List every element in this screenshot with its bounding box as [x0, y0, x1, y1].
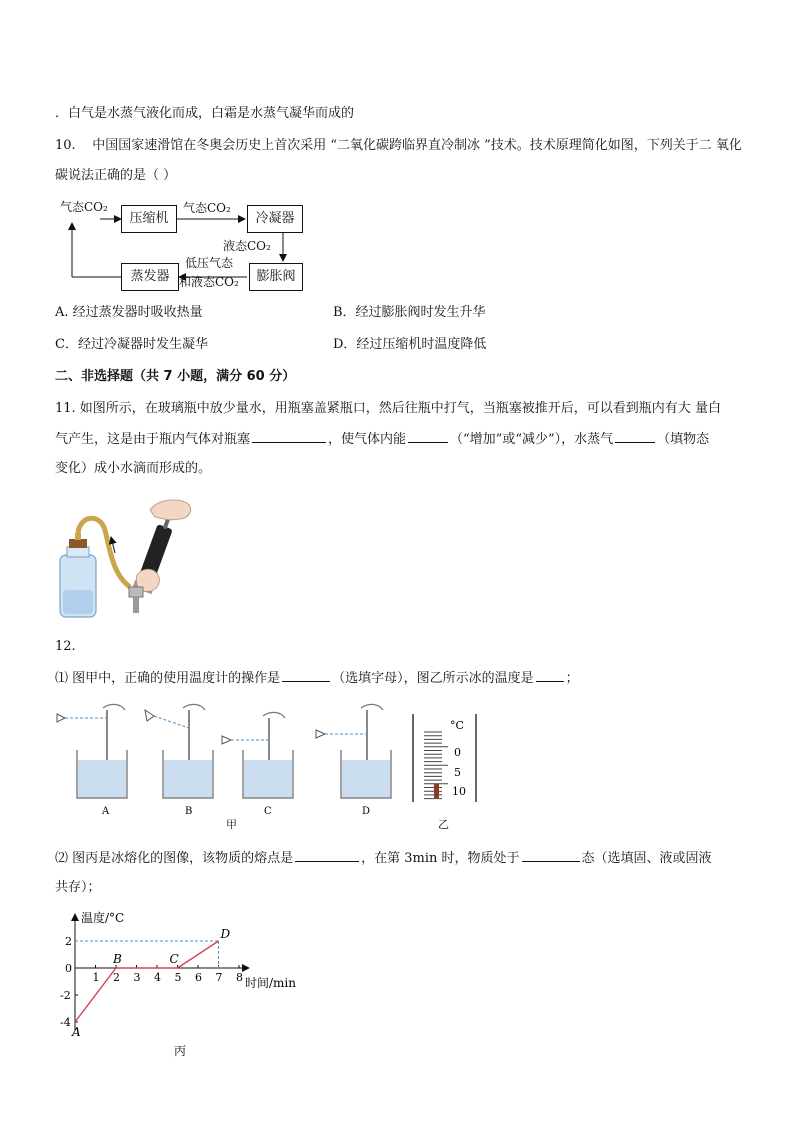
beaker-c	[222, 712, 293, 798]
chart-point-label: A	[72, 1025, 81, 1038]
q12-part2	[55, 847, 712, 870]
section-2-heading: 二、非选择题（共 7 小题，满分 60 分）	[55, 369, 296, 384]
chart-x-tick-label: 8	[236, 971, 243, 984]
thermometer-tick-5: 5	[454, 766, 461, 779]
q11-blank-3[interactable]	[615, 428, 655, 443]
q11-text-b: ，使气体内能	[328, 432, 407, 447]
chart-x-tick-label: 6	[195, 971, 202, 984]
caption-bing: 丙	[174, 1044, 187, 1058]
q12-p2-text-b: ，在第 3min 时，物质处于	[361, 851, 520, 866]
evaporator-box: 蒸发器	[121, 263, 179, 291]
chart-y-tick-label: 0	[65, 962, 72, 975]
chart-ylabel: 温度/°C	[81, 911, 125, 925]
q12-p1-text-b: （选填字母），图乙所示冰的温度是	[332, 671, 534, 686]
beaker-a	[57, 704, 127, 798]
q12-p2-text-c: 态（选填固、液或固液	[581, 851, 712, 866]
chart-point-label: B	[113, 952, 122, 966]
q12-p1-text-a: ⑴ 图甲中，正确的使用温度计的操作是	[55, 671, 281, 686]
q12-part2-cont: 共存）；	[55, 880, 101, 895]
chart-y-tick-label: 2	[65, 935, 72, 948]
chart-y-tick-label: -4	[60, 1016, 71, 1029]
beaker-label-c: C	[264, 806, 272, 817]
chart-xlabel: 时间/min	[245, 976, 296, 990]
beaker-label-b: B	[185, 806, 193, 817]
q12-blank-1[interactable]	[282, 667, 330, 682]
chart-point-label: D	[220, 927, 231, 941]
pump-bottle-illustration	[55, 495, 205, 625]
thermometer-tick-0: 0	[454, 746, 461, 759]
caption-jia: 甲	[226, 818, 237, 831]
q12-p2-text-a: ⑵ 图丙是冰熔化的图像，该物质的熔点是	[55, 851, 294, 866]
q12-number: 12.	[55, 639, 76, 654]
thermometer-unit: °C	[450, 719, 464, 732]
q12-part1	[55, 667, 579, 690]
q12-blank-4[interactable]	[522, 847, 580, 862]
q11-blank-2[interactable]	[408, 428, 448, 443]
melting-chart	[55, 908, 315, 1038]
q11-text-d: （填物态	[657, 432, 710, 447]
q12-blank-3[interactable]	[295, 847, 359, 862]
chart-x-tick-label: 5	[174, 971, 182, 984]
chart-x-tick-label: 7	[215, 971, 223, 984]
thermometer-figure	[408, 712, 483, 804]
q11-text-a: 气产生，这是由于瓶内气体对瓶塞	[55, 432, 251, 447]
q11-text-c: （“增加”或“减少”），水蒸气	[450, 432, 614, 447]
co2-flow-diagram	[55, 195, 315, 295]
q12-blank-2[interactable]	[536, 667, 564, 682]
liquid-co2-label: 液态CO₂	[223, 239, 271, 253]
thermometer-mercury	[434, 784, 439, 798]
beaker-b	[145, 704, 213, 798]
expansion-valve-box: 膨胀阀	[249, 263, 303, 291]
q10-option-d: D．经过压缩机时温度降低	[333, 337, 487, 352]
beaker-d	[316, 704, 391, 798]
thermometer-tick-10: 10	[452, 785, 466, 798]
chart-x-tick-label: 3	[133, 971, 141, 984]
chart-y-tick-label: -2	[60, 989, 71, 1002]
q12-p1-text-c: ；	[565, 671, 579, 686]
q11-line2	[55, 428, 709, 451]
chart-x-tick-label: 4	[154, 971, 161, 984]
q11-line1: 11. 如图所示，在玻璃瓶中放少量水，用瓶塞盖紧瓶口，然后往瓶中打气，当瓶塞被推开后，可以看到瓶内有大 量白	[55, 401, 721, 416]
top-line: ．白气是水蒸气液化而成，白霜是水蒸气凝华而成的	[55, 106, 355, 121]
chart-x-tick-label: 2	[113, 971, 120, 984]
q10-option-c: C．经过冷凝器时发生凝华	[55, 337, 208, 352]
q10-option-b: B．经过膨胀阀时发生升华	[333, 305, 486, 320]
gas-co2-left-label: 气态CO₂	[60, 200, 108, 214]
caption-yi: 乙	[438, 818, 449, 831]
gas-co2-top-label: 气态CO₂	[183, 201, 231, 215]
q11-line3: 变化）成小水滴而形成的。	[55, 461, 212, 476]
q11-blank-1[interactable]	[252, 428, 326, 443]
q10-line2: 碳说法正确的是（ ）	[55, 168, 177, 183]
chart-x-tick-label: 1	[92, 971, 100, 984]
q10-number: 10.	[55, 138, 76, 153]
q10-line1	[55, 135, 742, 157]
low-pressure-label-1: 低压气态	[185, 256, 234, 270]
low-pressure-label-2: 和液态CO₂	[179, 275, 239, 289]
beaker-label-a: A	[102, 806, 110, 817]
compressor-box: 压缩机	[121, 205, 177, 233]
chart-point-label: C	[169, 952, 179, 966]
beakers-figure	[55, 698, 415, 828]
q10-option-a: A. 经过蒸发器时吸收热量	[55, 305, 203, 320]
beaker-label-d: D	[362, 806, 371, 817]
condenser-box: 冷凝器	[247, 205, 303, 233]
q10-text: 中国国家速滑馆在冬奥会历史上首次采用 “二氧化碳跨临界直冷制冰 ”技术。技术原理简化如图，下列关于二 氧化	[92, 138, 742, 153]
